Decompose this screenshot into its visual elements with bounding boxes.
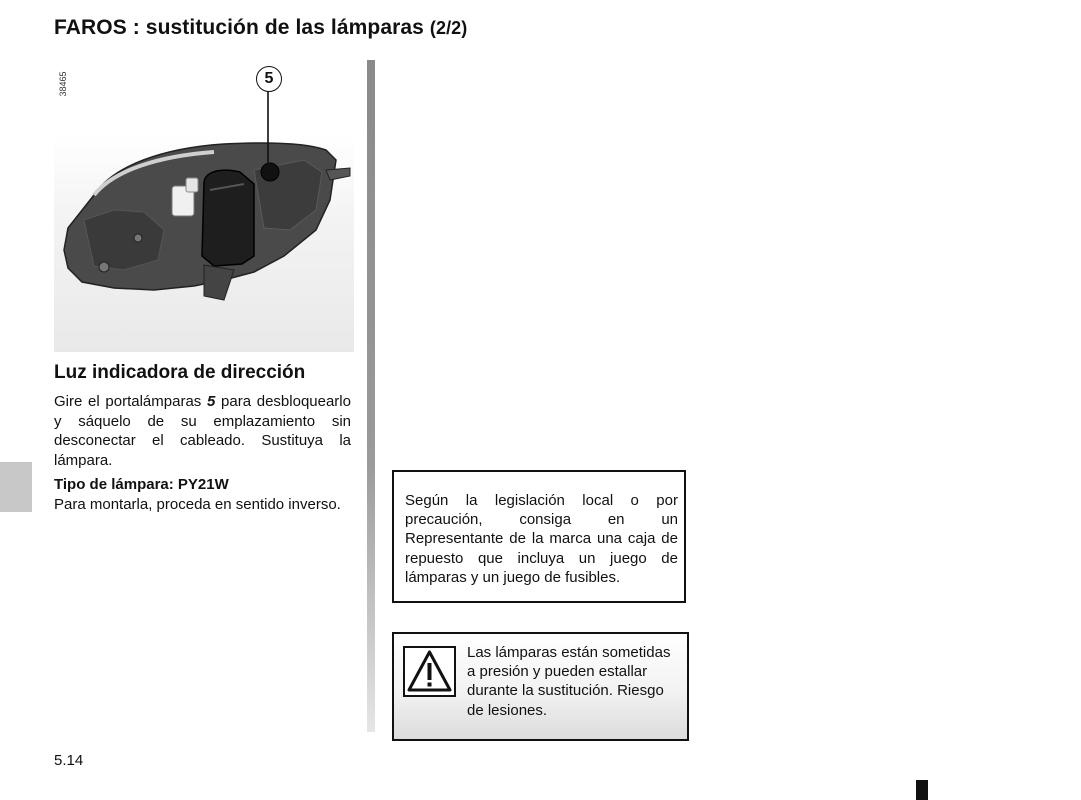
warning-triangle-icon	[403, 646, 456, 697]
warning-box	[392, 632, 689, 741]
reassembly-paragraph: Para montarla, proceda en sentido inverso.	[54, 496, 341, 513]
figure-id-text: 38465	[58, 71, 68, 97]
figure-id	[56, 66, 70, 102]
inner-panel	[84, 210, 164, 270]
screw	[99, 262, 109, 272]
mount-tab	[326, 168, 350, 180]
lamp-type-label: Tipo de lámpara: PY21W	[54, 476, 229, 493]
lamp-holder	[261, 163, 279, 181]
bulb-cover	[202, 170, 254, 266]
para1-pre: Gire el portalámparas	[54, 393, 207, 410]
connector-top	[186, 178, 198, 192]
exclamation-dot	[428, 683, 432, 687]
para1-post: para desbloquearlo y sáquelo de su emplazamiento sin desconectar el cableado. Sustituya la lámpara.	[54, 393, 351, 469]
headlamp-drawing	[54, 60, 354, 352]
screw	[134, 234, 142, 242]
corner-marker	[916, 780, 928, 800]
callout-5: 5	[256, 66, 282, 92]
legislation-note-text: Según la legislación local o por precaución, consiga en un Representante de la marca una caja de repuesto que incluya un juego de lámparas y un juego de fusibles.	[405, 492, 678, 586]
page-number: 5.14	[54, 752, 84, 769]
para1-emph: 5	[206, 393, 216, 410]
warning-text: Las lámparas están sometidas a presión y pueden estallar durante la sustitución. Riesgo de lesiones.	[467, 644, 671, 719]
exclamation-bar	[428, 663, 432, 680]
page-title	[54, 16, 467, 40]
chapter-tab	[0, 462, 32, 512]
title-suffix: (2/2)	[429, 18, 468, 38]
section-heading: Luz indicadora de dirección	[54, 362, 306, 383]
lower-bracket	[204, 265, 234, 300]
column-divider	[367, 60, 375, 732]
instruction-paragraph	[54, 392, 351, 470]
legislation-note	[392, 470, 686, 603]
headlamp-illustration	[54, 60, 354, 352]
title-text: FAROS : sustitución de las lámparas	[54, 16, 424, 39]
warning-triangle-svg	[405, 648, 454, 695]
